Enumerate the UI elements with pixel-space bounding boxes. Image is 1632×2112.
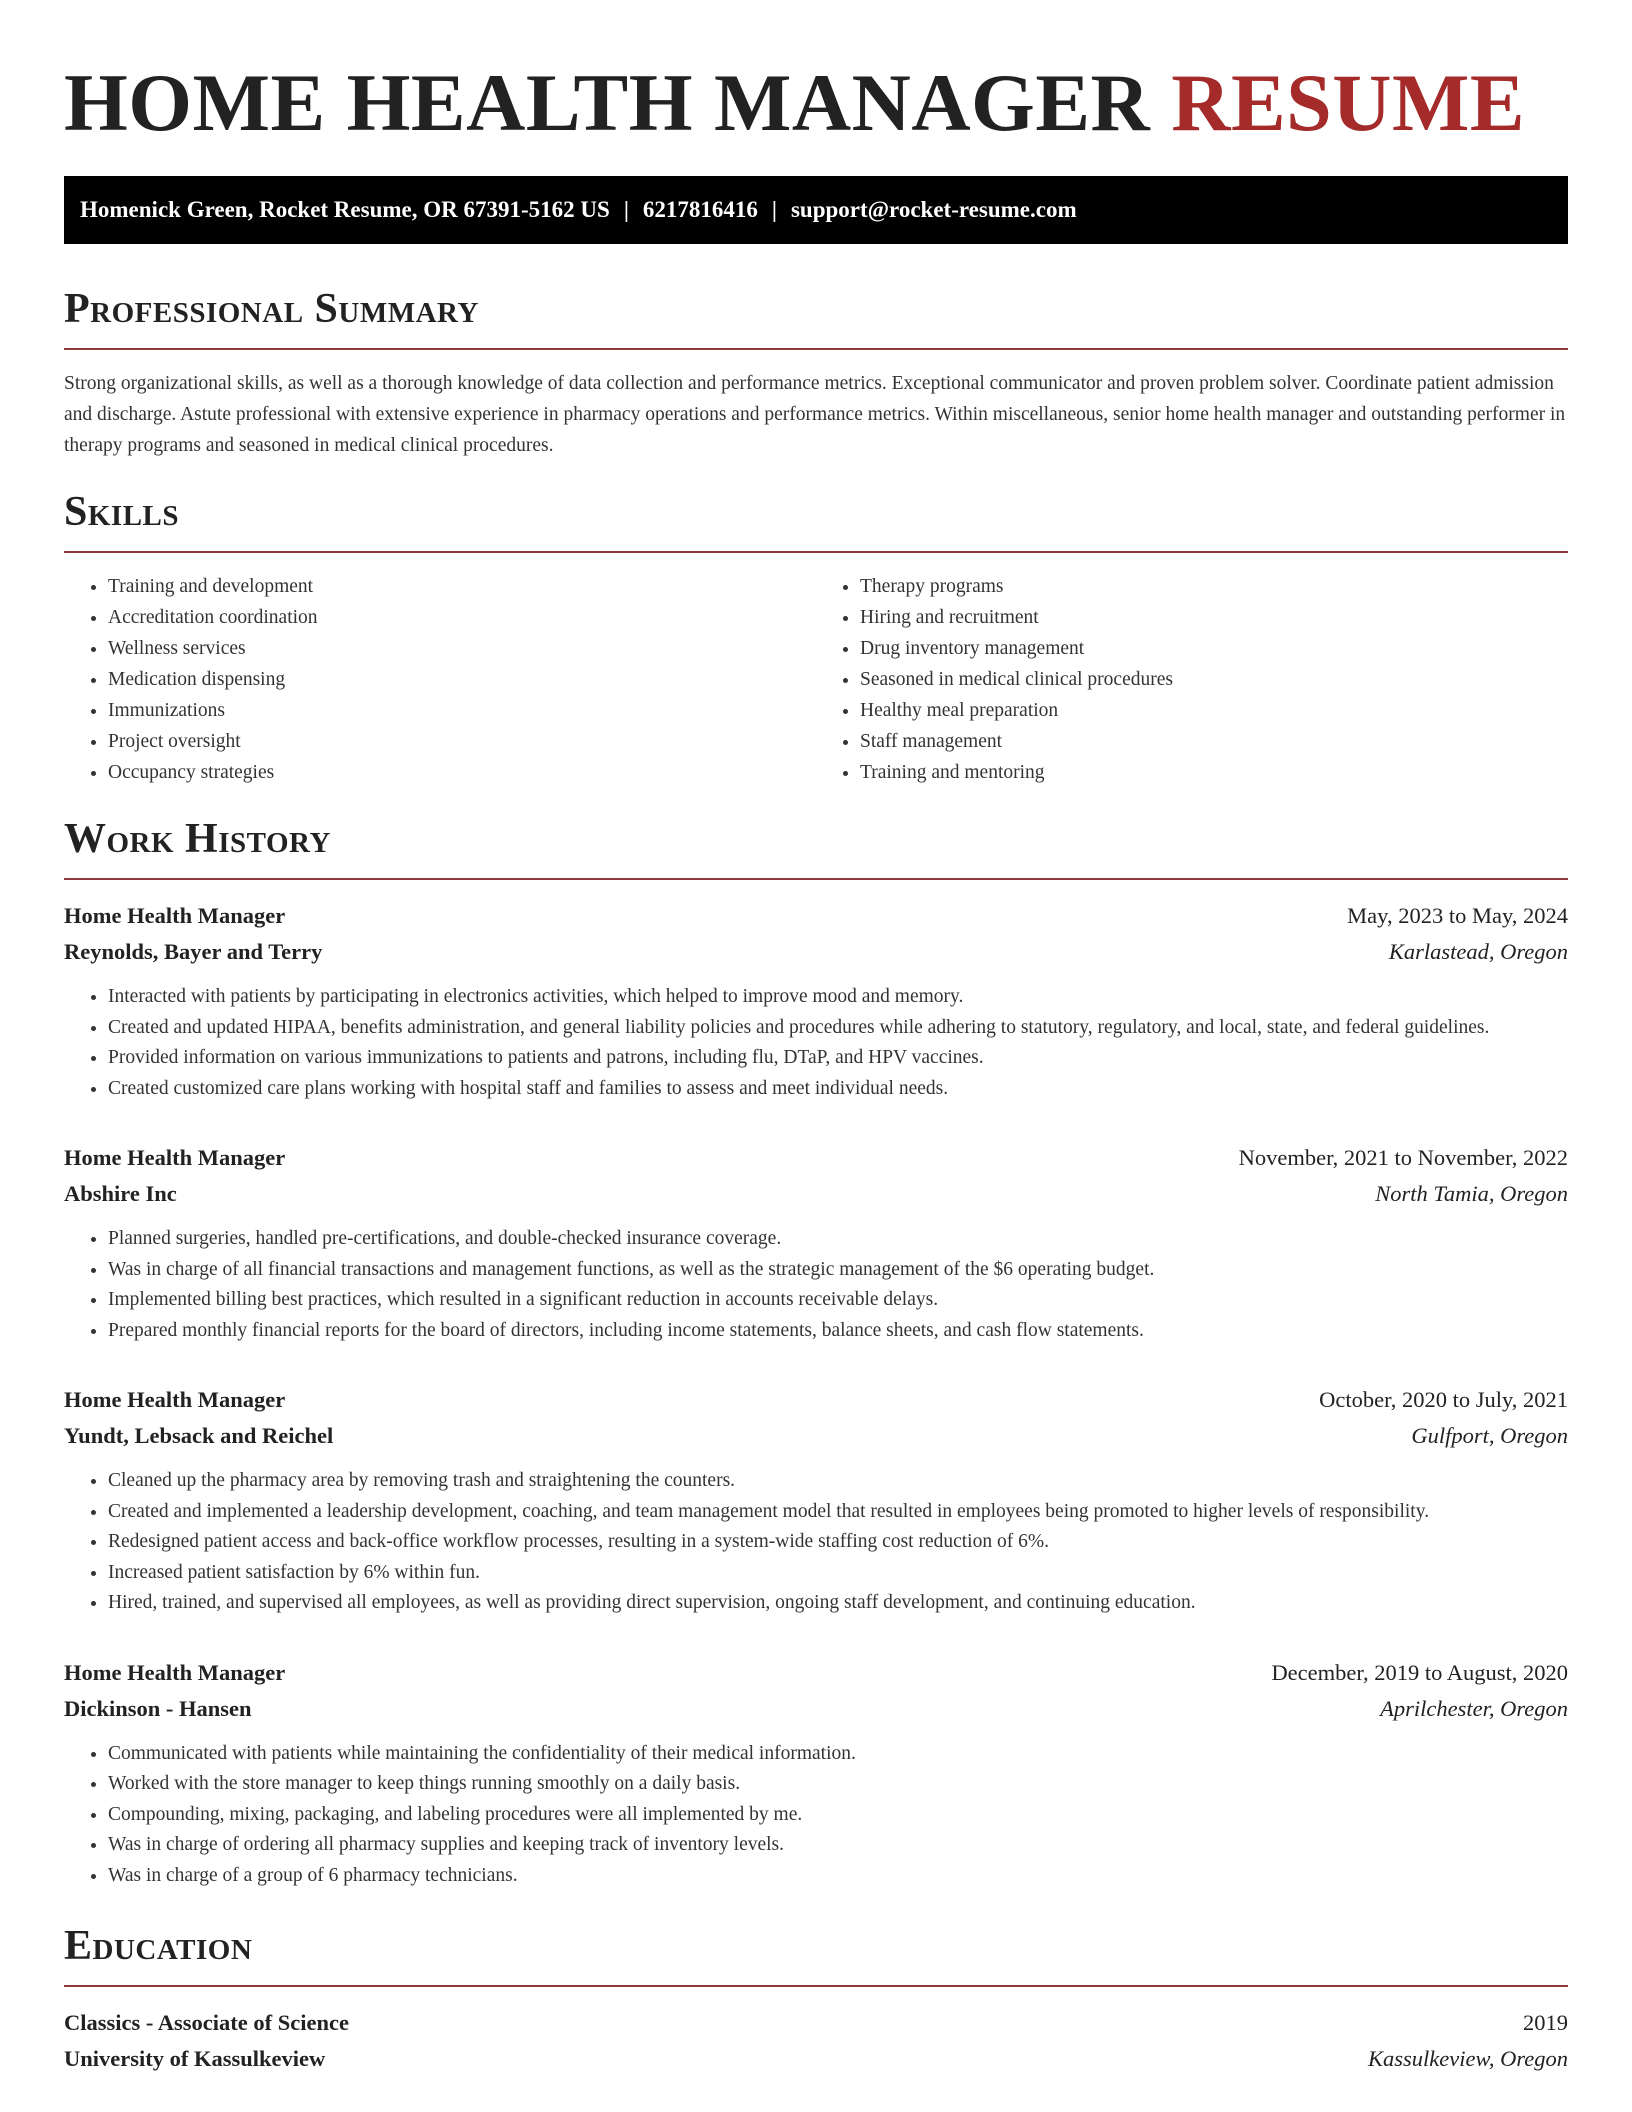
job-bullet: • Prepared monthly financial reports for the board of directors, including income statements, balance sheets, and cash flow statements. [108, 1316, 1568, 1347]
contact-email: support@rocket-resume.com [790, 197, 1077, 222]
job-company: Yundt, Lebsack and Reichel [64, 1423, 334, 1448]
education-section [64, 1921, 1568, 2077]
job-location: Aprilchester, Oregon [1380, 1695, 1568, 1721]
job-bullet: • Increased patient satisfaction by 6% within fun. [108, 1558, 1568, 1589]
job-bullet: • Was in charge of all financial transactions and management functions, as well as the strategic management of the $6 operating budget. [108, 1255, 1568, 1286]
skills-section [64, 487, 1568, 788]
skills-list [64, 571, 1568, 788]
job-entry [64, 1655, 1568, 1892]
job-bullet: • Compounding, mixing, packaging, and labeling procedures were all implemented by me. [108, 1800, 1568, 1831]
skill-item: • Occupancy strategies [108, 757, 816, 788]
job-location: Karlastead, Oregon [1388, 939, 1568, 964]
summary-section [64, 284, 1568, 461]
contact-separator: | [623, 197, 629, 222]
job-location: North Tamia, Oregon [1375, 1181, 1568, 1206]
job-dates: May, 2023 to May, 2024 [1347, 903, 1568, 928]
job-entry [64, 1382, 1568, 1619]
skills-column-right [816, 571, 1568, 788]
job-bullet: • Communicated with patients while maintaining the confidentiality of their medical information. [108, 1739, 1568, 1770]
skill-item: • Drug inventory management [860, 633, 1568, 664]
education-heading: Education [64, 1923, 253, 1969]
job-bullet: • Created and implemented a leadership development, coaching, and team management model that resulted in employees being promoted to higher levels of responsibility. [108, 1497, 1568, 1528]
job-title: Home Health Manager [64, 903, 286, 928]
job-bullet: • Was in charge of a group of 6 pharmacy technicians. [108, 1861, 1568, 1892]
job-title: Home Health Manager [64, 1387, 286, 1412]
job-dates: October, 2020 to July, 2021 [1319, 1387, 1568, 1412]
education-degree: Classics - Associate of Science [64, 2010, 349, 2035]
job-bullets [64, 1466, 1568, 1619]
job-bullets [64, 1739, 1568, 1892]
skill-item: • Project oversight [108, 726, 816, 757]
job-bullet: • Created and updated HIPAA, benefits administration, and general liability policies and procedures while adhering to statutory, regulatory, and local, state, and federal guidelines. [108, 1013, 1568, 1044]
job-bullet: • Redesigned patient access and back-office workflow processes, resulting in a system-wide staffing cost reduction of 6%. [108, 1527, 1568, 1558]
work-history-heading: Work History [64, 816, 331, 862]
contact-bar [64, 176, 1568, 244]
job-entry [64, 1140, 1568, 1346]
job-bullets [64, 1224, 1568, 1346]
summary-text: Strong organizational skills, as well as a thorough knowledge of data collection and performance metrics. Exceptional communicator and proven problem solver. Coordinate patient admission and discharge. Astute professional with extensive experience in pharmacy operations and performance metrics. Within miscellaneous, senior home health manager and outstanding performer in therapy programs and seasoned in medical clinical procedures. [64, 373, 1566, 456]
job-company: Reynolds, Bayer and Terry [64, 939, 323, 964]
job-title: Home Health Manager [64, 1145, 286, 1170]
job-location: Gulfport, Oregon [1411, 1423, 1568, 1448]
summary-heading: Professional Summary [64, 286, 479, 332]
contact-address: Homenick Green, Rocket Resume, OR 67391-5162 US [80, 197, 610, 222]
job-bullet: • Provided information on various immunizations to patients and patrons, including flu, DTaP, and HPV vaccines. [108, 1043, 1568, 1074]
education-school: University of Kassulkeview [64, 2046, 326, 2071]
section-divider [64, 878, 1568, 880]
job-bullet: • Implemented billing best practices, which resulted in a significant reduction in accounts receivable delays. [108, 1285, 1568, 1316]
work-history-section [64, 814, 1568, 1891]
title-main: HOME HEALTH MANAGER [64, 57, 1151, 148]
page-title [64, 0, 1568, 148]
skill-item: • Medication dispensing [108, 664, 816, 695]
skill-item: • Seasoned in medical clinical procedures [860, 664, 1568, 695]
skill-item: • Immunizations [108, 695, 816, 726]
skill-item: • Wellness services [108, 633, 816, 664]
section-divider [64, 551, 1568, 553]
job-bullet: • Was in charge of ordering all pharmacy supplies and keeping track of inventory levels. [108, 1830, 1568, 1861]
skill-item: • Staff management [860, 726, 1568, 757]
job-bullets [64, 982, 1568, 1104]
contact-phone: 6217816416 [642, 197, 758, 222]
contact-separator: | [771, 197, 777, 222]
skills-column-left [64, 571, 816, 788]
education-year: 2019 [1523, 2010, 1568, 2035]
skill-item: • Hiring and recruitment [860, 602, 1568, 633]
job-company: Dickinson - Hansen [64, 1695, 252, 1721]
skill-item: • Healthy meal preparation [860, 695, 1568, 726]
skill-item: • Accreditation coordination [108, 602, 816, 633]
job-entry [64, 898, 1568, 1104]
job-title: Home Health Manager [64, 1659, 286, 1685]
job-company: Abshire Inc [64, 1181, 177, 1206]
skill-item: • Therapy programs [860, 571, 1568, 602]
section-divider [64, 348, 1568, 350]
job-bullet: • Planned surgeries, handled pre-certifications, and double-checked insurance coverage. [108, 1224, 1568, 1255]
title-accent: RESUME [1171, 57, 1526, 148]
education-entry [64, 2005, 1568, 2077]
job-bullet: • Worked with the store manager to keep things running smoothly on a daily basis. [108, 1769, 1568, 1800]
skill-item: • Training and mentoring [860, 757, 1568, 788]
job-bullet: • Cleaned up the pharmacy area by removing trash and straightening the counters. [108, 1466, 1568, 1497]
skill-item: • Training and development [108, 571, 816, 602]
job-dates: December, 2019 to August, 2020 [1271, 1659, 1568, 1685]
job-bullet: • Created customized care plans working with hospital staff and families to assess and meet individual needs. [108, 1074, 1568, 1105]
job-dates: November, 2021 to November, 2022 [1238, 1145, 1568, 1170]
job-bullet: • Hired, trained, and supervised all employees, as well as providing direct supervision, ongoing staff development, and continuing education. [108, 1588, 1568, 1619]
section-divider [64, 1985, 1568, 1987]
education-location: Kassulkeview, Oregon [1368, 2046, 1568, 2071]
skills-heading: Skills [64, 489, 180, 535]
job-bullet: • Interacted with patients by participating in electronics activities, which helped to improve mood and memory. [108, 982, 1568, 1013]
